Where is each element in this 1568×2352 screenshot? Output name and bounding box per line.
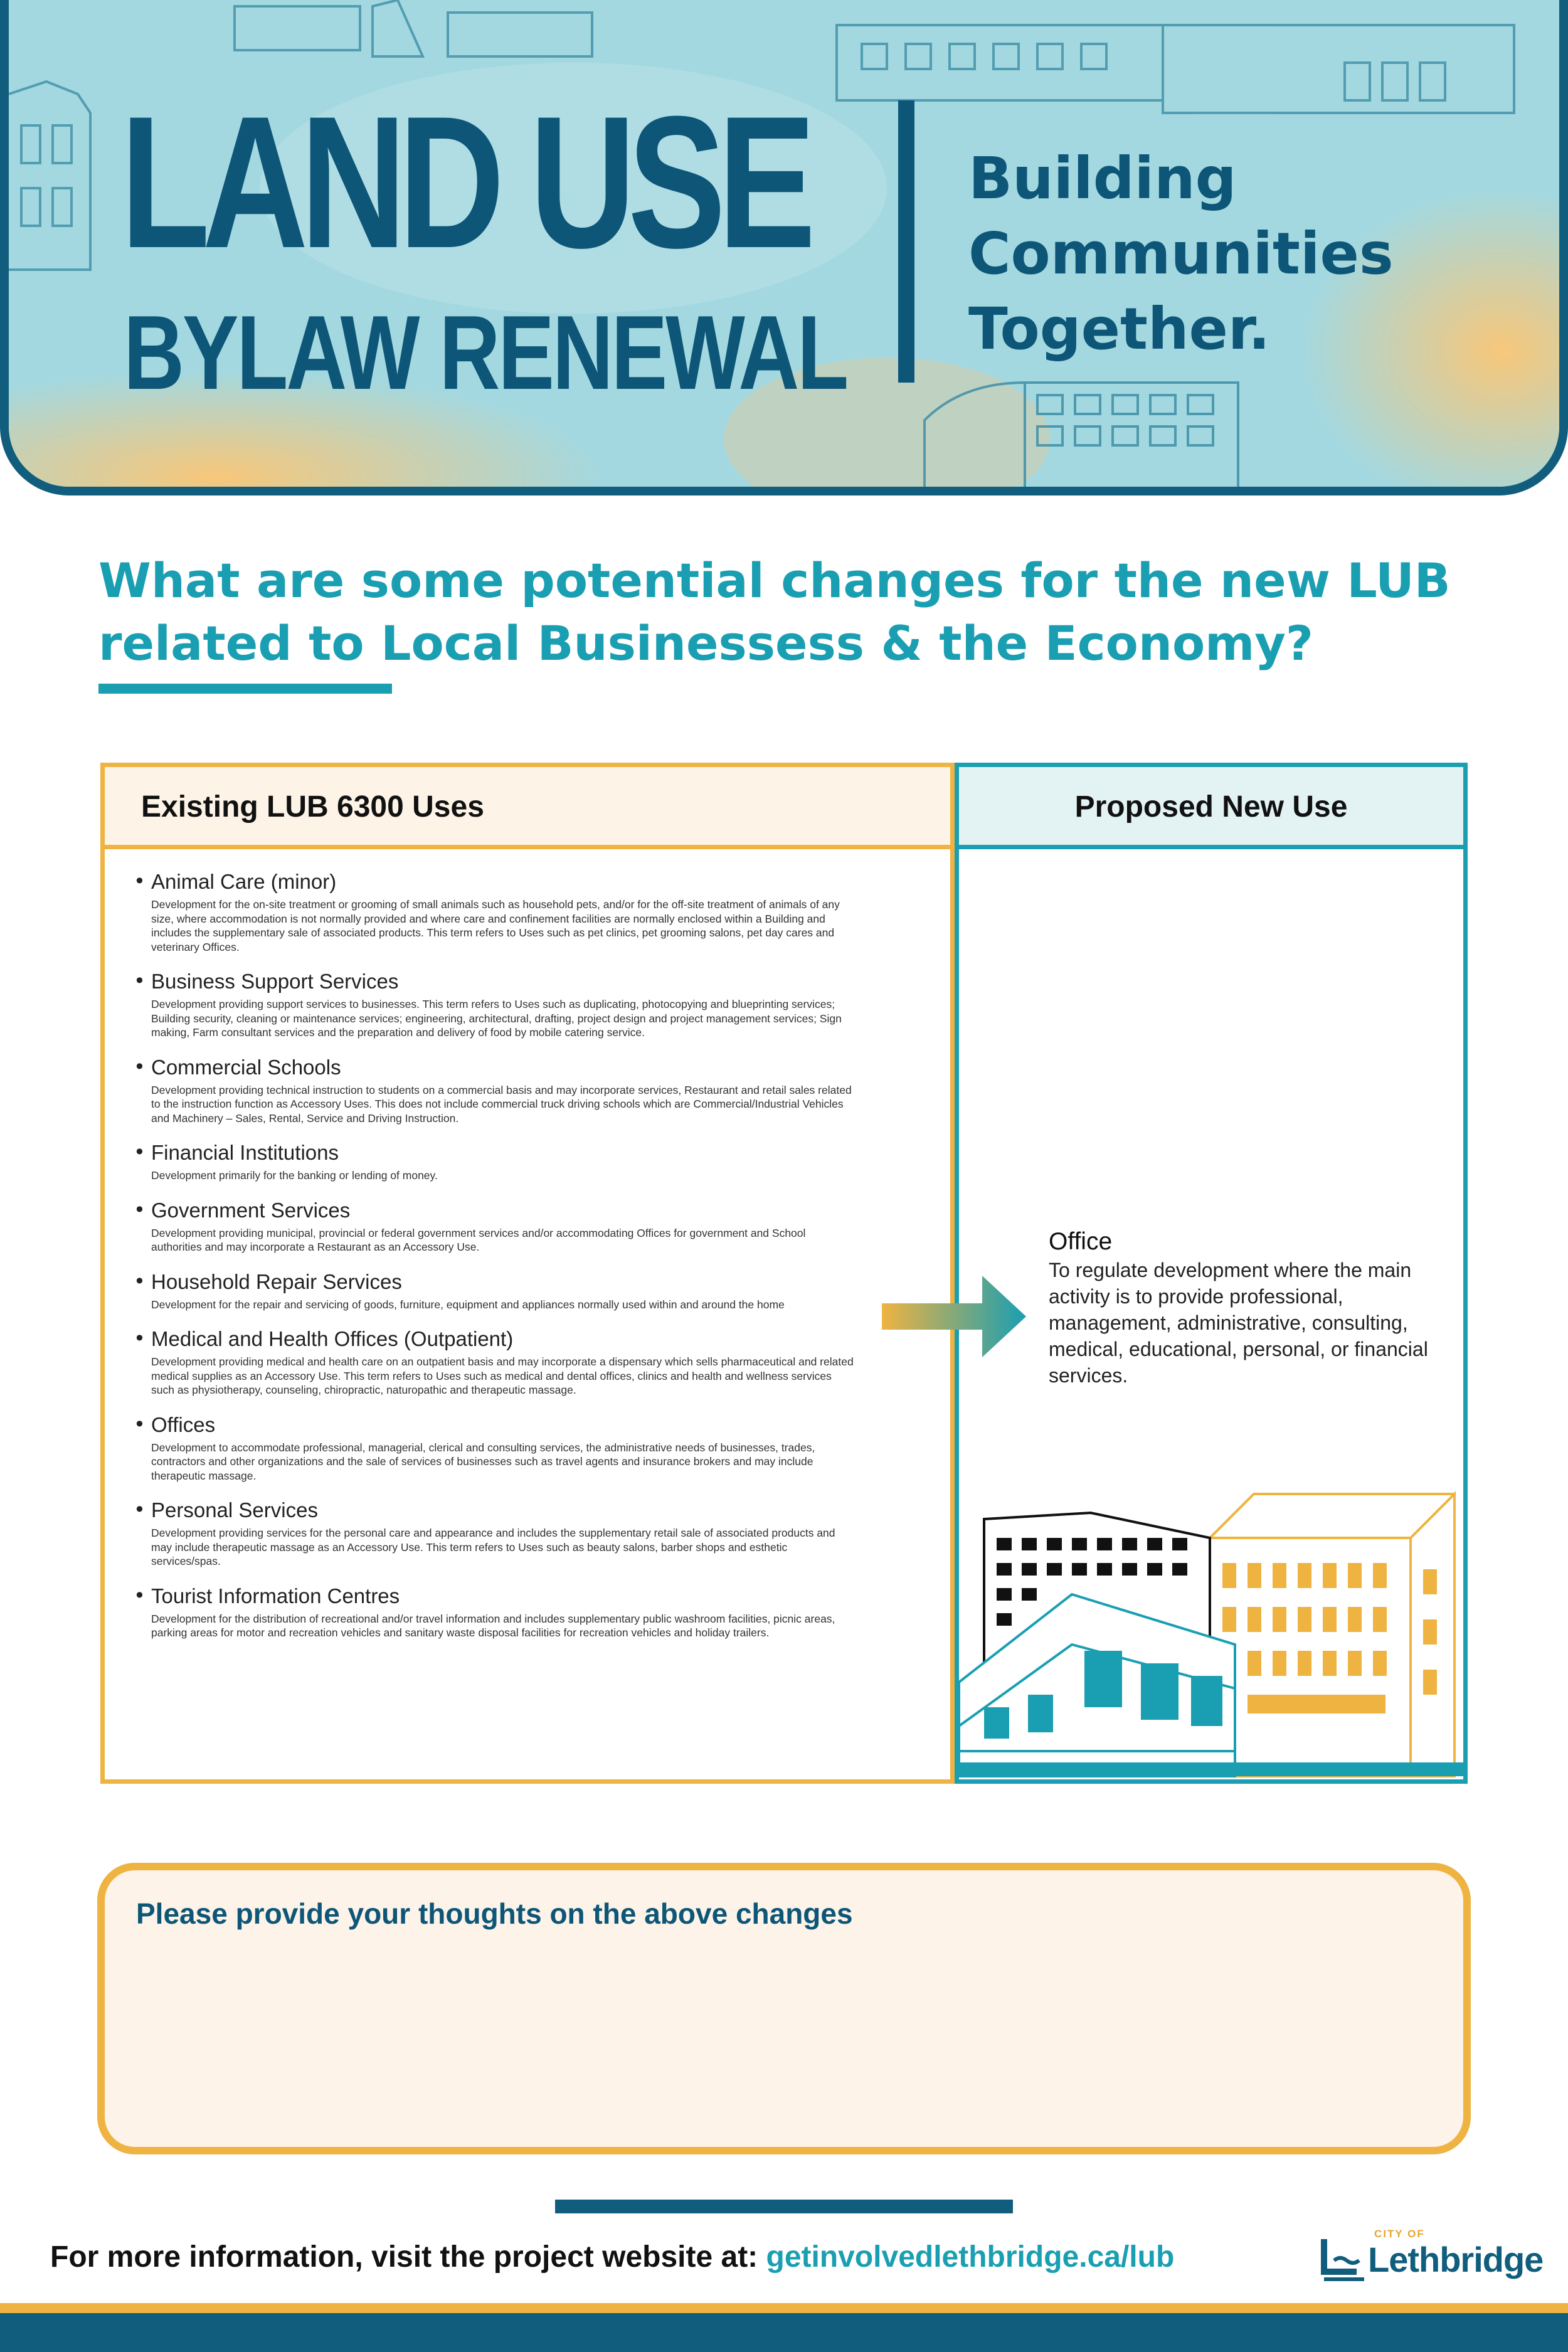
arrow-right-icon — [882, 1276, 1039, 1357]
use-description: Development providing services for the personal care and appearance and includes the supplementary retail sale of associated products and may include therapeutic massage as an Accessory Use. This term refers to Uses such as beauty salons, barber shops and esthetic services/spas. — [151, 1527, 835, 1567]
bullet-icon: • — [134, 969, 146, 993]
logo-lethbridge: Lethbridge — [1368, 2240, 1544, 2279]
tagline-line-1: Building — [968, 145, 1237, 212]
header-banner — [0, 0, 1568, 495]
banner-title-land-use: LAND USE — [120, 77, 808, 287]
tagline-line-2: Communities — [968, 220, 1394, 287]
use-description: Development providing municipal, provincial or federal government services and/or accommodating Offices for government and School authorities and may incorporate a Restaurant as an Accessory Use. — [151, 1226, 806, 1253]
lethbridge-logo-icon — [1320, 2233, 1368, 2283]
proposed-use-header — [955, 763, 1468, 849]
list-item — [135, 968, 919, 1040]
proposed-use-description: To regulate development where the main activity is to provide professional, management, administrative, consulting, medical, educational, personal, or financial services. — [1049, 1259, 1428, 1387]
existing-uses-panel — [100, 849, 955, 1784]
use-description: Development for the on-site treatment or grooming of small animals such as household pets, and/or for the off-site treatment of animals of any size, where accommodation is not normally provided and where care and confinement facilities are normally enclosed within a Building and includes the supplementary sale of associated products. This term refers to Uses such as pet clinics, pet grooming salons, pet day cares and veterinary Offices. — [151, 898, 840, 953]
list-item — [135, 1268, 919, 1312]
list-item — [135, 1054, 919, 1126]
footer-stripe-gold — [0, 2303, 1568, 2313]
city-buildings-illustration — [959, 1456, 1468, 1783]
list-item — [135, 1496, 919, 1569]
question-underline — [98, 684, 392, 694]
use-description: Development for the distribution of recreational and/or travel information and includes supplementary public washroom facilities, picnic areas, parking areas for motor and recreation vehicles and sanitary waste disposal facilities for recreation vehicles and holiday trailers. — [151, 1612, 835, 1639]
use-name: Offices — [151, 1412, 216, 1436]
use-description: Development primarily for the banking or lending of money. — [151, 1169, 438, 1182]
bullet-icon: • — [134, 1498, 146, 1522]
list-item — [135, 868, 919, 954]
use-name: Commercial Schools — [151, 1055, 341, 1079]
proposed-use-name: Office — [1049, 1228, 1113, 1255]
proposed-use-header-label: Proposed New Use — [1074, 790, 1348, 824]
use-name: Government Services — [151, 1198, 351, 1222]
bullet-icon: • — [134, 1327, 146, 1350]
feedback-box[interactable] — [97, 1863, 1471, 2154]
list-item — [135, 1411, 919, 1483]
use-name: Financial Institutions — [151, 1141, 339, 1164]
bullet-icon: • — [134, 1054, 146, 1079]
footer-info-text: For more information, visit the project website at: — [50, 2240, 766, 2274]
existing-uses-header-label: Existing LUB 6300 Uses — [141, 790, 484, 824]
existing-uses-list — [135, 868, 919, 1654]
footer-stripe-blue — [0, 2313, 1568, 2352]
list-item — [135, 1582, 919, 1640]
existing-uses-header — [100, 763, 955, 849]
list-item — [135, 1197, 919, 1254]
use-description: Development providing support services to businesses. This term refers to Uses such as duplicating, photocopying and blueprinting services; Building security, cleaning or maintenance services; engineering, architectural, drafting, project design and project management services; Sign making, Farm consultant services and the preparation and delivery of food by mobile catering service. — [151, 998, 842, 1039]
title-divider — [898, 100, 914, 383]
list-item — [135, 1325, 919, 1397]
use-description: Development providing technical instruction to students on a commercial basis and may incorporate services, Restaurant and retail sales related to the instruction function as Accessory Uses. This does not include commercial truck driving schools which are Commercial/Industrial Vehicles and Machinery – Sales, Rental, Service and Driving Instruction. — [151, 1083, 852, 1125]
bullet-icon: • — [134, 869, 146, 893]
bullet-icon: • — [134, 1140, 146, 1164]
bullet-icon: • — [134, 1412, 146, 1436]
use-name: Medical and Health Offices (Outpatient) — [151, 1327, 514, 1350]
banner-title-bylaw-renewal: BYLAW RENEWAL — [124, 294, 847, 411]
bullet-icon: • — [134, 1269, 146, 1293]
project-website-link[interactable]: getinvolvedlethbridge.ca/lub — [766, 2240, 1175, 2274]
use-name: Personal Services — [151, 1498, 318, 1522]
use-name: Tourist Information Centres — [151, 1584, 400, 1608]
use-description: Development to accommodate professional, managerial, clerical and consulting services, the administrative needs of businesses, trades, contractors and other organizations and the sale of services of businesses such as travel agents and insurance brokers and may include therapeutic massage. — [151, 1441, 815, 1482]
use-description: Development providing medical and health care on an outpatient basis and may incorporate a dispensary which sells pharmaceutical and related medical supplies as an Accessory Use. This term refers to Uses such as medical and dental offices, clinics and health and wellness services such as physiotherapy, counseling, chiropractic, naturopathic and therapeutic massage. — [151, 1355, 854, 1396]
feedback-prompt: Please provide your thoughts on the above changes — [136, 1897, 853, 1930]
page-question: What are some potential changes for the new LUB related to Local Businessess & the Economy? — [98, 553, 1451, 671]
use-description: Development for the repair and servicing of goods, furniture, equipment and appliances normally used within and around the home — [151, 1298, 785, 1311]
city-logo — [1320, 2228, 1544, 2284]
use-name: Animal Care (minor) — [151, 870, 337, 893]
use-name: Household Repair Services — [151, 1269, 402, 1293]
bullet-icon: • — [134, 1197, 146, 1222]
banner-tagline — [968, 141, 1394, 367]
footer-divider — [555, 2200, 1013, 2213]
bullet-icon: • — [134, 1583, 146, 1608]
tagline-line-3: Together. — [968, 295, 1271, 363]
list-item — [135, 1139, 919, 1183]
use-name: Business Support Services — [151, 970, 399, 993]
footer-info — [50, 2240, 1174, 2274]
logo-city-of: CITY OF — [1374, 2228, 1425, 2240]
